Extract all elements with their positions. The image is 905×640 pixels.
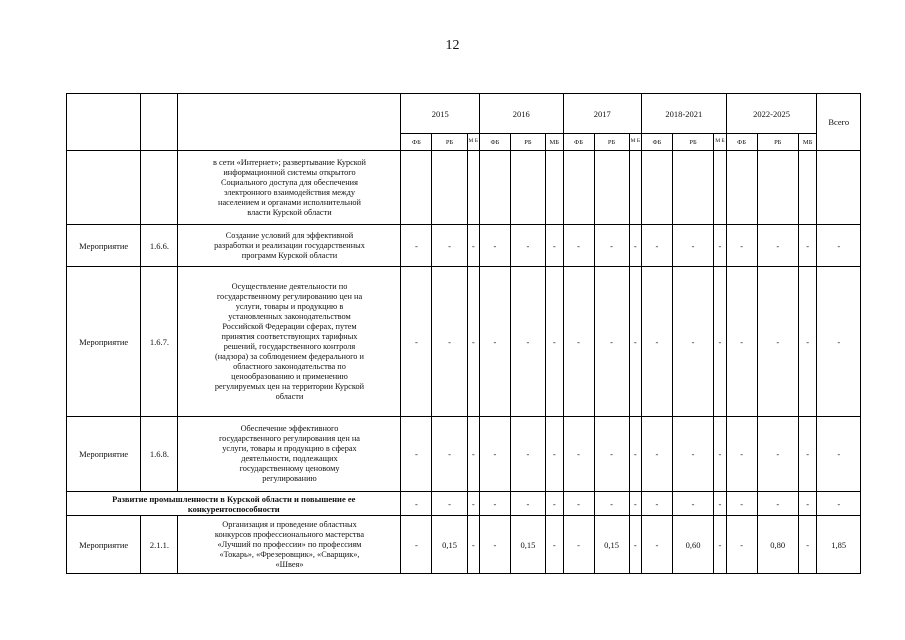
header-sub-rb: РБ: [672, 134, 713, 151]
description-line: области: [275, 391, 304, 401]
value-cell: -: [432, 267, 467, 417]
description-line: разработки и реализации государственных: [214, 240, 365, 250]
value-cell: -: [479, 267, 510, 417]
row-type: Мероприятие: [67, 516, 141, 574]
header-sub-mb: М Б: [629, 134, 641, 151]
value-cell: -: [798, 225, 817, 267]
value-cell: -: [479, 492, 510, 516]
description-line: решений, государственного контроля: [223, 341, 356, 351]
description-line: электронного взаимодействия между: [223, 187, 355, 197]
value-cell: -: [594, 267, 629, 417]
value-cell: -: [479, 225, 510, 267]
description-line: (надзора) за соблюдением федерального и: [214, 351, 364, 361]
row-type: Мероприятие: [67, 225, 141, 267]
description-line: Создание условий для эффективной: [225, 230, 354, 240]
value-cell: [672, 151, 713, 225]
value-cell: -: [817, 225, 861, 267]
value-cell: 0,15: [510, 516, 545, 574]
value-cell: -: [672, 492, 713, 516]
value-cell: -: [757, 267, 798, 417]
value-cell: -: [467, 492, 479, 516]
description-line: населением и органами исполнительной: [218, 197, 361, 207]
description-line: регулированию: [262, 474, 317, 483]
description-line: установленных законодательством: [228, 311, 351, 321]
header-sub-fb: ФБ: [479, 134, 510, 151]
description-line: «Лучший по профессии» по профессиям: [217, 539, 362, 549]
value-cell: -: [510, 225, 545, 267]
row-description: [178, 151, 401, 225]
header-year: 2017: [563, 94, 641, 134]
value-cell: -: [757, 417, 798, 492]
value-cell: 0,80: [757, 516, 798, 574]
value-cell: 0,15: [432, 516, 467, 574]
value-cell: -: [641, 225, 672, 267]
value-cell: [757, 151, 798, 225]
value-cell: -: [726, 417, 757, 492]
header-empty-description: [178, 94, 401, 151]
value-cell: -: [401, 417, 432, 492]
value-cell: -: [672, 267, 713, 417]
row-type: Мероприятие: [67, 417, 141, 492]
header-total: Всего: [817, 94, 861, 151]
description-line: областного законодательства по: [233, 361, 346, 371]
value-cell: -: [594, 492, 629, 516]
value-cell: -: [798, 417, 817, 492]
value-cell: [401, 151, 432, 225]
value-cell: -: [726, 516, 757, 574]
row-description: [178, 267, 401, 417]
header-sub-fb: ФБ: [641, 134, 672, 151]
budget-table: [66, 93, 861, 574]
header-sub-fb: ФБ: [401, 134, 432, 151]
row-description: [178, 225, 401, 267]
value-cell: -: [479, 417, 510, 492]
value-cell: -: [714, 267, 726, 417]
section-title: Развитие промышленности в Курской области и повышение ее конкурентоспособности: [67, 492, 401, 516]
value-cell: -: [757, 225, 798, 267]
value-cell: [714, 151, 726, 225]
value-cell: -: [467, 267, 479, 417]
value-cell: [726, 151, 757, 225]
table-row: [67, 225, 861, 267]
row-type: [67, 151, 141, 225]
value-cell: -: [629, 417, 641, 492]
value-cell: -: [726, 225, 757, 267]
value-cell: -: [798, 267, 817, 417]
header-sub-rb: РБ: [510, 134, 545, 151]
value-cell: [563, 151, 594, 225]
table-row: [67, 151, 861, 225]
value-cell: [798, 151, 817, 225]
description-line: услуги, товары и продукцию в сферах: [222, 444, 357, 453]
table-body: [67, 151, 861, 574]
description-line: регулируемых цен на территории Курской: [214, 381, 365, 391]
value-cell: -: [641, 267, 672, 417]
value-cell: -: [467, 225, 479, 267]
value-cell: -: [817, 417, 861, 492]
value-cell: 0,15: [594, 516, 629, 574]
row-code: 1.6.8.: [141, 417, 178, 492]
description-line: государственному регулированию цен на: [216, 291, 363, 301]
row-code: [141, 151, 178, 225]
row-description: [178, 417, 401, 492]
description-line: государственного регулирования цен на: [218, 434, 360, 443]
header-year: 2015: [401, 94, 479, 134]
value-cell: -: [594, 225, 629, 267]
value-cell: -: [641, 492, 672, 516]
value-cell: -: [714, 225, 726, 267]
value-cell: -: [545, 267, 563, 417]
header-sub-rb: РБ: [432, 134, 467, 151]
value-cell: [817, 151, 861, 225]
value-cell: -: [479, 516, 510, 574]
description-line: «Токарь», «Фрезеровщик», «Сварщик»,: [219, 549, 360, 559]
value-cell: -: [545, 417, 563, 492]
value-cell: -: [432, 492, 467, 516]
value-cell: -: [510, 417, 545, 492]
description-line: Организация и проведение областных: [222, 519, 357, 529]
value-cell: -: [629, 492, 641, 516]
value-cell: -: [563, 267, 594, 417]
value-cell: -: [641, 417, 672, 492]
header-sub-mb: М Б: [714, 134, 726, 151]
value-cell: 0,60: [672, 516, 713, 574]
value-cell: -: [714, 492, 726, 516]
value-cell: -: [629, 516, 641, 574]
value-cell: -: [629, 267, 641, 417]
value-cell: [432, 151, 467, 225]
row-code: 1.6.6.: [141, 225, 178, 267]
header-year: 2018-2021: [641, 94, 726, 134]
value-cell: -: [545, 225, 563, 267]
description-line: Российской Федерации сферах, путем: [222, 321, 357, 331]
value-cell: -: [726, 492, 757, 516]
value-cell: -: [432, 225, 467, 267]
value-cell: -: [563, 417, 594, 492]
header-sub-fb: ФБ: [563, 134, 594, 151]
description-line: программ Курской области: [241, 250, 338, 260]
value-cell: [594, 151, 629, 225]
value-cell: -: [401, 516, 432, 574]
header-sub-mb: М Б: [467, 134, 479, 151]
value-cell: -: [563, 225, 594, 267]
header-sub-rb: РБ: [594, 134, 629, 151]
value-cell: -: [432, 417, 467, 492]
value-cell: 1,85: [817, 516, 861, 574]
header-sub-rb: РБ: [757, 134, 798, 151]
table-row: [67, 516, 861, 574]
header-year: 2022-2025: [726, 94, 817, 134]
value-cell: -: [757, 492, 798, 516]
value-cell: -: [545, 492, 563, 516]
description-line: конкурсов профессионального мастерства: [214, 529, 365, 539]
header-row-years: [67, 94, 861, 134]
value-cell: -: [545, 516, 563, 574]
value-cell: -: [563, 516, 594, 574]
value-cell: [510, 151, 545, 225]
value-cell: -: [714, 417, 726, 492]
value-cell: -: [798, 492, 817, 516]
value-cell: -: [401, 267, 432, 417]
value-cell: -: [467, 417, 479, 492]
value-cell: -: [401, 492, 432, 516]
description-line: Осуществление деятельности по: [231, 281, 348, 291]
value-cell: -: [594, 417, 629, 492]
row-code: 2.1.1.: [141, 516, 178, 574]
value-cell: [641, 151, 672, 225]
header-empty-code: [141, 94, 178, 151]
section-row: [67, 492, 861, 516]
value-cell: -: [629, 225, 641, 267]
row-code: 1.6.7.: [141, 267, 178, 417]
table-row: [67, 417, 861, 492]
description-line: информационной системы открытого: [223, 167, 356, 177]
value-cell: -: [726, 267, 757, 417]
value-cell: [545, 151, 563, 225]
value-cell: -: [817, 267, 861, 417]
value-cell: [629, 151, 641, 225]
page-number: 12: [445, 38, 460, 53]
value-cell: -: [714, 516, 726, 574]
header-sub-mb: МБ: [545, 134, 563, 151]
description-line: власти Курской области: [247, 207, 332, 217]
header-sub-mb: МБ: [798, 134, 817, 151]
header-year: 2016: [479, 94, 563, 134]
row-description: [178, 516, 401, 574]
value-cell: [479, 151, 510, 225]
description-line: Обеспечение эффективного: [240, 424, 339, 433]
value-cell: -: [401, 225, 432, 267]
description-line: ценообразованию и применению: [231, 371, 348, 381]
value-cell: -: [817, 492, 861, 516]
description-line: «Швея»: [275, 559, 304, 569]
value-cell: -: [510, 492, 545, 516]
description-line: в сети «Интернет»; развертывание Курской: [212, 157, 366, 167]
header-empty-type: [67, 94, 141, 151]
description-line: услуги, товары и продукцию в: [235, 301, 344, 311]
description-line: деятельности, подлежащих: [241, 454, 338, 463]
value-cell: -: [798, 516, 817, 574]
value-cell: -: [510, 267, 545, 417]
value-cell: [467, 151, 479, 225]
value-cell: -: [672, 225, 713, 267]
value-cell: -: [672, 417, 713, 492]
value-cell: -: [467, 516, 479, 574]
header-sub-fb: ФБ: [726, 134, 757, 151]
description-line: принятия соответствующих тарифных: [221, 331, 358, 341]
description-line: государственному ценовому: [239, 464, 340, 473]
row-type: Мероприятие: [67, 267, 141, 417]
value-cell: -: [563, 492, 594, 516]
description-line: Социального доступа для обеспечения: [221, 177, 358, 187]
value-cell: -: [641, 516, 672, 574]
table-row: [67, 267, 861, 417]
